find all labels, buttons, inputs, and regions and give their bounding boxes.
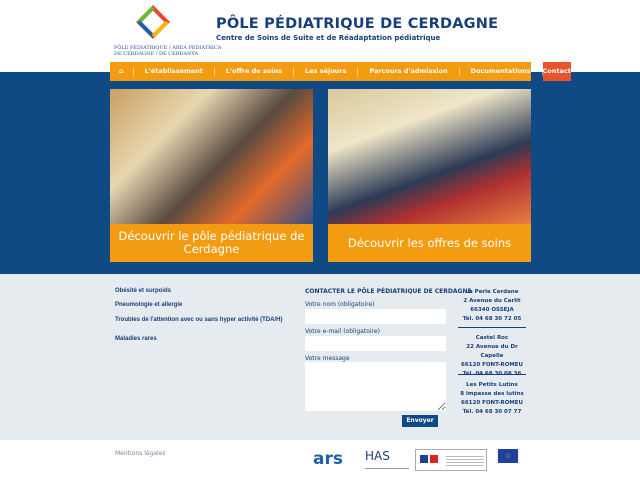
- nav-parcours-admission[interactable]: Parcours d'admission: [358, 67, 459, 76]
- logo[interactable]: [112, 5, 222, 57]
- address-name: La Perle Cerdane: [465, 289, 519, 295]
- site-subtitle: Centre de Soins de Suite et de Réadaptation pédiatrique: [216, 34, 441, 42]
- address-city: 66340 OSSEJA: [470, 307, 514, 313]
- site-title: PÔLE PÉDIATRIQUE DE CERDAGNE: [216, 16, 499, 32]
- card-decouvrir-offres[interactable]: [328, 89, 531, 262]
- name-input[interactable]: [305, 309, 446, 324]
- form-heading: CONTACTER LE PÔLE PÉDIATRIQUE DE CERDAGNE: [305, 288, 472, 295]
- address-city: 66120 FONT-ROMEU: [461, 400, 523, 406]
- address-name: Castel Roc: [475, 335, 509, 341]
- home-icon[interactable]: ⌂: [110, 67, 134, 76]
- ars-logo[interactable]: ars: [313, 449, 343, 469]
- address-city: 66120 FONT-ROMEU: [461, 362, 523, 368]
- nav-sejours[interactable]: Les séjours: [294, 67, 358, 76]
- email-input[interactable]: [305, 336, 446, 351]
- send-button[interactable]: Envoyer: [402, 415, 438, 427]
- has-logo[interactable]: HAS: [365, 449, 410, 471]
- address-street: 8 impasse des lutins: [460, 391, 524, 397]
- name-label: Votre nom (obligatoire): [305, 301, 375, 308]
- photo-classroom: [328, 89, 531, 224]
- link-tdah[interactable]: Troubles de l'attention avec ou sans hyper activité (TDA/H): [115, 317, 283, 323]
- photo-children-class: [110, 89, 313, 224]
- message-label: Votre message: [305, 355, 350, 362]
- divider: [458, 374, 526, 375]
- eu-flag-logo[interactable]: ☆: [498, 449, 518, 463]
- hero-band: [0, 72, 640, 274]
- card-caption: Découvrir le pôle pédiatrique de Cerdagne: [110, 224, 313, 262]
- main-nav: [110, 62, 571, 81]
- svg-text:DE CERDAGNE / DE CERDANYA: DE CERDAGNE / DE CERDANYA: [114, 51, 198, 57]
- address-castel-roc: [458, 334, 526, 379]
- link-obesite[interactable]: Obésité et surpoids: [115, 288, 172, 294]
- card-caption: Découvrir les offres de soins: [328, 224, 531, 262]
- address-name: Les Petits Lutins: [466, 382, 518, 388]
- nav-contact[interactable]: Contact: [543, 62, 571, 81]
- nav-offre-de-soins[interactable]: L'offre de soins: [215, 67, 294, 76]
- address-petits-lutins: [458, 381, 526, 417]
- address-tel: Tél. 04 68 30 72 05: [462, 316, 522, 322]
- link-maladies-rares[interactable]: Maladies rares: [115, 336, 157, 342]
- email-label: Votre e-mail (obligatoire): [305, 328, 380, 335]
- address-perle-cerdane: [458, 288, 526, 324]
- ministere-logo[interactable]: [415, 449, 487, 471]
- divider: [458, 327, 526, 328]
- card-decouvrir-pole[interactable]: [110, 89, 313, 262]
- message-textarea[interactable]: [305, 362, 446, 411]
- nav-documentations[interactable]: Documentations: [460, 67, 543, 76]
- address-street: 22 Avenue du Dr Capelle: [466, 344, 518, 359]
- address-tel: Tél. 04 68 30 07 77: [462, 409, 522, 415]
- nav-etablissement[interactable]: L'établissement: [134, 67, 215, 76]
- legal-link[interactable]: Mentions légales: [115, 450, 166, 457]
- address-street: 2 Avenue du Carlit: [463, 298, 521, 304]
- link-pneumologie[interactable]: Pneumologie et allergie: [115, 302, 183, 308]
- svg-text:PÔLE PÉDIATRIQUE / ÀREA PEDIÀT: PÔLE PÉDIATRIQUE / ÀREA PEDIÀTRICA: [114, 45, 222, 51]
